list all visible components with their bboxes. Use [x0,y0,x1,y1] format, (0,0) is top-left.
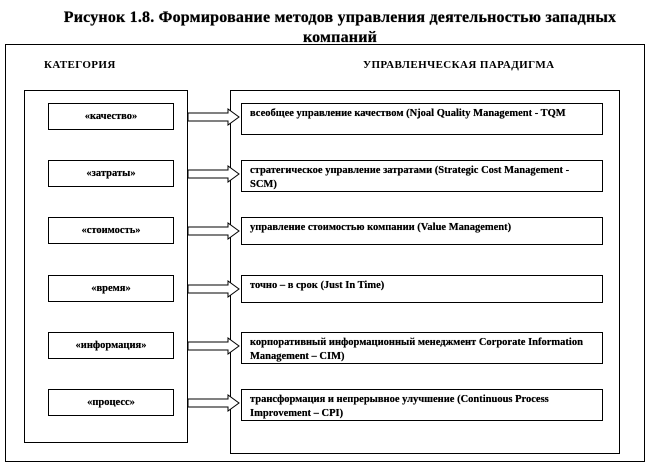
figure-title: Рисунок 1.8. Формирование методов управления деятельностью западных компаний [63,9,617,46]
arrow-right-icon [188,337,240,355]
arrow-right-icon [188,108,240,126]
arrow-right-icon [188,280,240,298]
paradigm-box-tqm: всеобщее управление качеством (Njoal Quality Management - TQM [241,103,603,135]
arrow-right-icon [188,222,240,240]
category-box-quality: «качество» [48,103,174,130]
category-box-information: «информация» [48,332,174,359]
category-header: КАТЕГОРИЯ [44,59,116,71]
paradigm-box-cpi: трансформация и непрерывное улучшение (Continuous Process Improvement – CPI) [241,389,603,421]
category-box-value: «стоимость» [48,217,174,244]
arrow-right-icon [188,394,240,412]
paradigm-box-scm: стратегическое управление затратами (Strategic Cost Management - SCM) [241,160,603,192]
category-box-time: «время» [48,275,174,302]
category-box-costs: «затраты» [48,160,174,187]
paradigm-header: УПРАВЛЕНЧЕСКАЯ ПАРАДИГМА [363,59,555,71]
category-box-process: «процесс» [48,389,174,416]
paradigm-box-value-management: управление стоимостью компании (Value Management) [241,217,603,245]
paradigm-box-cim: корпоративный информационный менеджмент Corporate Information Management – CIM) [241,332,603,364]
paradigm-box-jit: точно – в срок (Just In Time) [241,275,603,303]
arrow-right-icon [188,165,240,183]
